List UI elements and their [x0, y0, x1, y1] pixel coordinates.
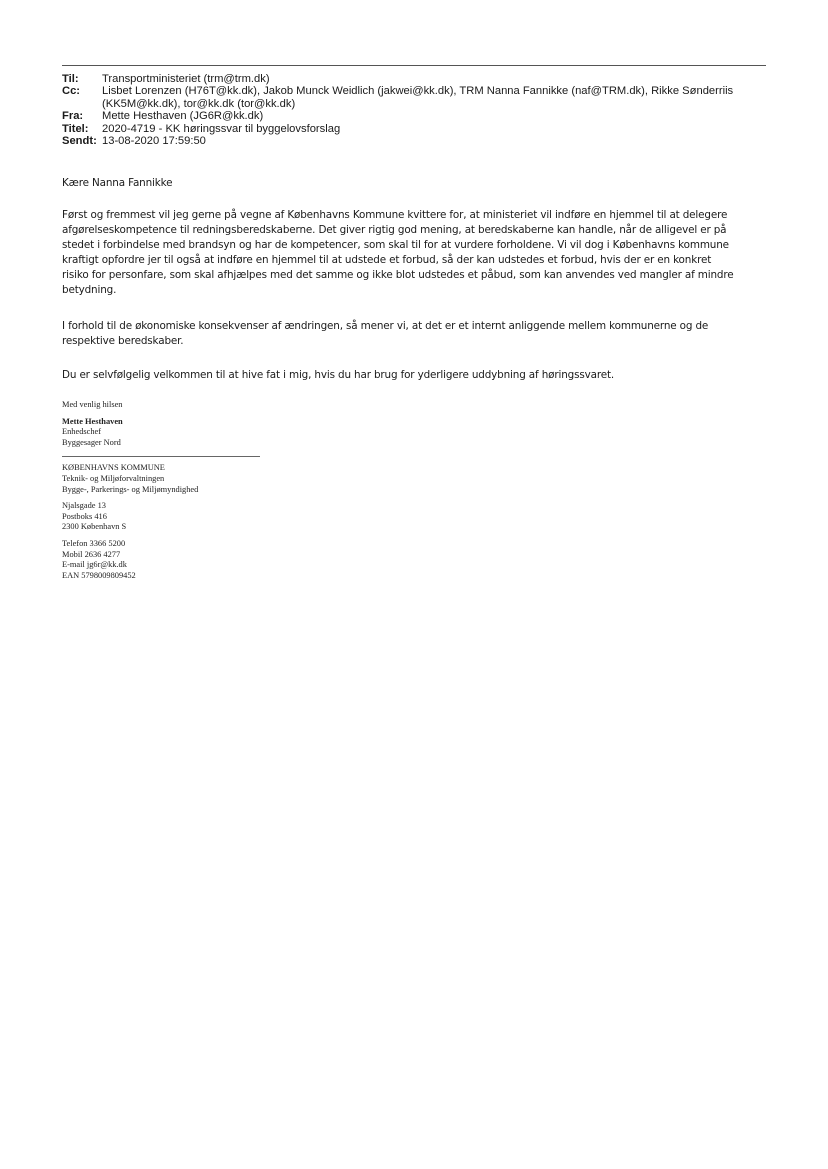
signature-dept: Teknik- og Miljøforvaltningen [62, 473, 165, 483]
header-cc [62, 85, 772, 110]
header-value [102, 85, 772, 110]
paragraph-3: Du er selvfølgelig velkommen til at hive fat i mig, hvis du har brug for yderligere uddybning af høringssvaret. [62, 369, 615, 381]
header-to [62, 73, 772, 85]
paragraph-2 [62, 319, 774, 349]
paragraph-line: Først og fremmest vil jeg gerne på vegne af Københavns Kommune kvittere for, at ministeriet vil indføre en hjemmel til at delegere [62, 209, 728, 221]
header-value-line: Lisbet Lorenzen (H76T@kk.dk), Jakob Munck Weidlich (jakwei@kk.dk), TRM Nanna Fannikke (naf@TRM.dk), Rikke Sønderriis [102, 85, 734, 98]
email-header-block [62, 73, 772, 147]
paragraph-1 [62, 208, 774, 298]
signature-unit: Byggesager Nord [62, 437, 121, 447]
signature-address-line: Njalsgade 13 [62, 501, 106, 511]
header-value-continuation: (KK5M@kk.dk), tor@kk.dk (tor@kk.dk) [102, 97, 296, 110]
signature-phone: Telefon 3366 5200 [62, 538, 126, 548]
paragraph-line: kraftigt opfordre jer til også at indføre en hjemmel til at udstede et forbud, så der kan udstedes et forbud, hvis der er en konkret [62, 254, 712, 266]
signature-rule [62, 456, 260, 457]
signature-ean: EAN 5798009809452 [62, 570, 136, 580]
signature-block [62, 400, 260, 581]
header-label: Fra: [62, 110, 84, 123]
signature-org: KØBENHAVNS KOMMUNE [62, 463, 165, 473]
signature-mobile: Mobil 2636 4277 [62, 549, 121, 559]
header-subject [62, 123, 772, 135]
paragraph-line: I forhold til de økonomiske konsekvenser af ændringen, så mener vi, at det er et internt anliggende mellem kommunerne og de [62, 320, 709, 332]
header-sent [62, 135, 772, 147]
header-label: Cc: [62, 85, 81, 98]
paragraph-line: stedet i forbindelse med brandsyn og har de kompetencer, som skal til for at vurdere forholdene. Vi vil dog i Københavns kommune [62, 239, 729, 251]
header-top-rule [62, 65, 766, 66]
header-value: 2020-4719 - KK høringssvar til byggelovsforslag [102, 122, 341, 135]
signature-email: E-mail jg6r@kk.dk [62, 560, 127, 570]
header-label: Sendt: [62, 135, 97, 148]
signature-address-line: 2300 København S [62, 522, 127, 532]
paragraph-line: afgørelseskompetence til redningsberedskaberne. Det giver rigtig god mening, at beredskaberne kan handle, når de alligevel er på [62, 224, 727, 236]
header-value: Transportministeriet (trm@trm.dk) [102, 73, 270, 85]
signature-closing: Med venlig hilsen [62, 400, 123, 409]
header-label: Til: [62, 73, 79, 85]
signature-name: Mette Hesthaven [62, 416, 123, 426]
paragraph-line: respektive beredskaber. [62, 335, 184, 347]
signature-title: Enhedschef [62, 427, 102, 437]
greeting: Kære Nanna Fannikke [62, 177, 173, 189]
header-value: 13-08-2020 17:59:50 [102, 135, 206, 148]
signature-address-line: Postboks 416 [62, 511, 107, 521]
signature-subdept: Bygge-, Parkerings- og Miljømyndighed [62, 484, 199, 494]
header-label: Titel: [62, 122, 89, 135]
header-value: Mette Hesthaven (JG6R@kk.dk) [102, 110, 264, 123]
header-from [62, 110, 772, 122]
paragraph-line: risiko for personfare, som skal afhjælpes med det samme og ikke blot udstedes et påbud, som kan anvendes ved mangler af mindre [62, 269, 734, 281]
paragraph-line: betydning. [62, 284, 117, 296]
